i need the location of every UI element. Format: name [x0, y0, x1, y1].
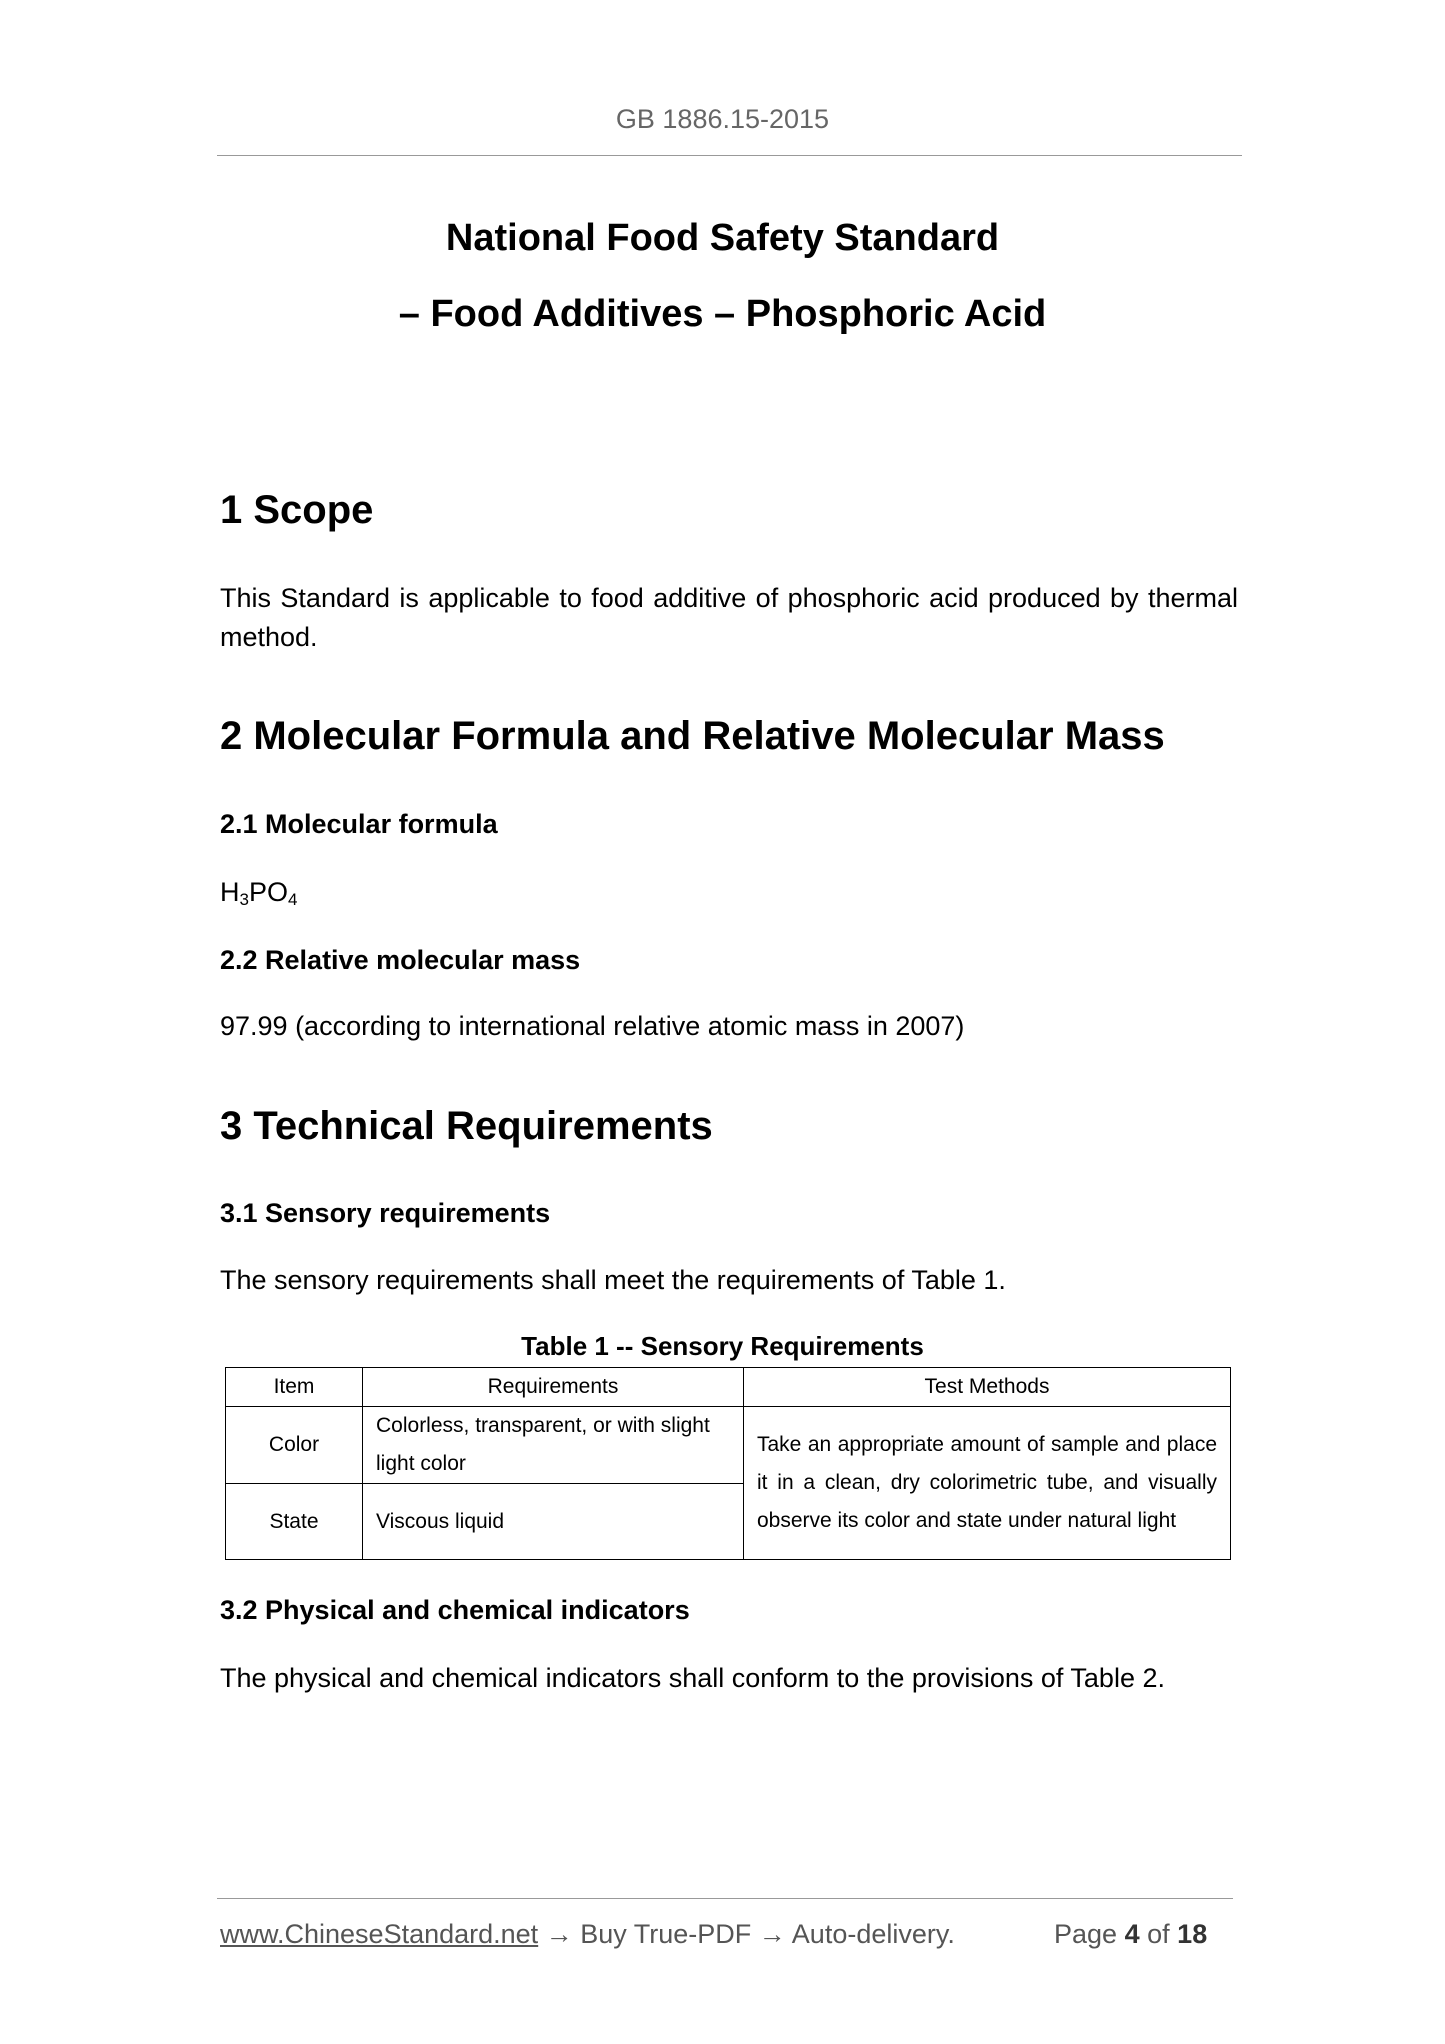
subsection-2-1-heading: 2.1 Molecular formula: [220, 809, 498, 839]
subsection-3-1-body: The sensory requirements shall meet the requirements of Table 1.: [220, 1265, 1006, 1295]
website-link[interactable]: www.ChineseStandard.net: [220, 1919, 539, 1949]
subsection-3-1-heading: 3.1 Sensory requirements: [220, 1198, 551, 1228]
row-requirement-color: Colorless, transparent, or with slight light color: [363, 1407, 744, 1484]
row-item-color: Color: [226, 1407, 363, 1484]
subsection-3-2-body: The physical and chemical indicators shall conform to the provisions of Table 2.: [220, 1663, 1165, 1693]
test-method-cell: Take an appropriate amount of sample and place it in a clean, dry colorimetric tube, and visually observe its color and state under natural light: [744, 1407, 1231, 1560]
header-divider: [217, 155, 1242, 156]
column-header-test-methods: Test Methods: [744, 1368, 1231, 1407]
total-pages: 18: [1177, 1919, 1208, 1949]
relative-molecular-mass: 97.99 (according to international relative atomic mass in 2007): [220, 1011, 965, 1041]
section-1-body: This Standard is applicable to food additive of phosphoric acid produced by thermal method.: [220, 583, 1238, 652]
subsection-3-2-heading: 3.2 Physical and chemical indicators: [220, 1595, 690, 1625]
document-title-line-1: National Food Safety Standard: [445, 217, 1000, 259]
section-2-heading: 2 Molecular Formula and Relative Molecular Mass: [220, 714, 1165, 758]
buy-true-pdf-text: Buy True-PDF: [580, 1919, 752, 1949]
current-page-number: 4: [1124, 1919, 1140, 1949]
footer-divider: [217, 1898, 1233, 1899]
of-label: of: [1147, 1919, 1170, 1949]
footer-promo: [220, 1918, 955, 1950]
row-item-state: State: [226, 1484, 363, 1560]
section-3-heading: 3 Technical Requirements: [220, 1104, 713, 1148]
document-id-header: GB 1886.15-2015: [615, 104, 830, 134]
arrow-icon: →: [758, 1919, 786, 1949]
sensory-requirements-table: [225, 1367, 1231, 1560]
table-1-caption: Table 1 -- Sensory Requirements: [521, 1331, 924, 1361]
document-title-line-2: – Food Additives – Phosphoric Acid: [398, 293, 1047, 335]
arrow-icon: →: [545, 1919, 573, 1949]
section-1-heading: 1 Scope: [220, 488, 374, 532]
column-header-requirements: Requirements: [363, 1368, 744, 1407]
row-requirement-state: Viscous liquid: [363, 1484, 744, 1560]
page-label: Page: [1054, 1919, 1118, 1949]
subsection-2-2-heading: 2.2 Relative molecular mass: [220, 945, 581, 975]
molecular-formula: $H_3PO_4$: [220, 877, 298, 909]
auto-delivery-text: Auto-delivery.: [791, 1919, 955, 1949]
table-header-row: [226, 1368, 1231, 1407]
page-indicator: [1054, 1918, 1207, 1950]
table-row: [226, 1407, 1231, 1484]
column-header-item: Item: [226, 1368, 363, 1407]
